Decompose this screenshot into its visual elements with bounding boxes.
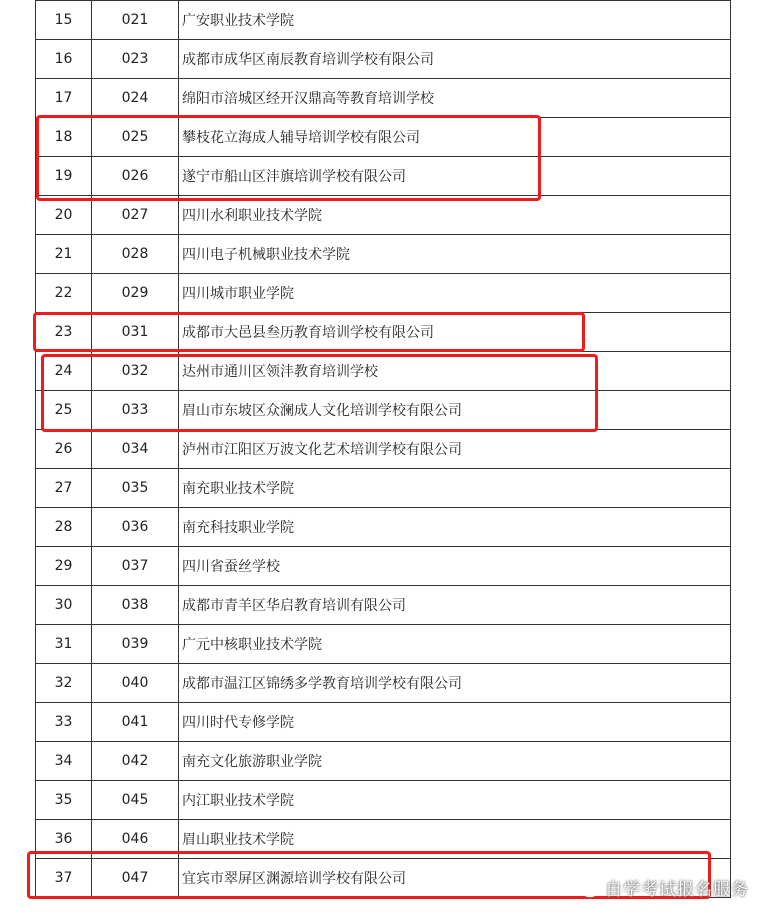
school-code-cell: 031 bbox=[92, 313, 179, 352]
school-code-cell: 027 bbox=[92, 196, 179, 235]
school-name-cell: 眉山市东坡区众澜成人文化培训学校有限公司 bbox=[179, 391, 731, 430]
row-number-cell: 16 bbox=[36, 40, 92, 79]
school-name-cell: 成都市温江区锦绣多学教育培训学校有限公司 bbox=[179, 664, 731, 703]
row-number-cell: 20 bbox=[36, 196, 92, 235]
table-row bbox=[36, 391, 731, 430]
school-name-cell: 达州市通川区领沣教育培训学校 bbox=[179, 352, 731, 391]
watermark bbox=[573, 875, 749, 900]
school-code-cell: 023 bbox=[92, 40, 179, 79]
row-number-cell: 34 bbox=[36, 742, 92, 781]
row-number-cell: 17 bbox=[36, 79, 92, 118]
school-name-cell: 内江职业技术学院 bbox=[179, 781, 731, 820]
row-number-cell: 26 bbox=[36, 430, 92, 469]
table-row bbox=[36, 274, 731, 313]
table-row bbox=[36, 820, 731, 859]
school-name-cell: 成都市成华区南辰教育培训学校有限公司 bbox=[179, 40, 731, 79]
row-number-cell: 15 bbox=[36, 1, 92, 40]
school-name-cell: 南充文化旅游职业学院 bbox=[179, 742, 731, 781]
school-table-wrap bbox=[35, 0, 731, 898]
school-name-cell: 成都市大邑县叁历教育培训学校有限公司 bbox=[179, 313, 731, 352]
school-name-cell: 南充科技职业学院 bbox=[179, 508, 731, 547]
school-name-cell: 攀枝花立海成人辅导培训学校有限公司 bbox=[179, 118, 731, 157]
school-table-body bbox=[36, 1, 731, 898]
table-row bbox=[36, 118, 731, 157]
school-code-cell: 035 bbox=[92, 469, 179, 508]
table-row bbox=[36, 157, 731, 196]
table-row bbox=[36, 703, 731, 742]
school-name-cell: 四川省蚕丝学校 bbox=[179, 547, 731, 586]
table-row bbox=[36, 625, 731, 664]
school-code-cell: 024 bbox=[92, 79, 179, 118]
table-row bbox=[36, 313, 731, 352]
table-row bbox=[36, 547, 731, 586]
school-code-cell: 038 bbox=[92, 586, 179, 625]
school-code-cell: 040 bbox=[92, 664, 179, 703]
wechat-icon bbox=[573, 878, 599, 898]
school-name-cell: 遂宁市船山区沣旗培训学校有限公司 bbox=[179, 157, 731, 196]
school-name-cell: 绵阳市涪城区经开汉鼎高等教育培训学校 bbox=[179, 79, 731, 118]
school-code-cell: 033 bbox=[92, 391, 179, 430]
row-number-cell: 31 bbox=[36, 625, 92, 664]
table-row bbox=[36, 742, 731, 781]
school-name-cell: 成都市青羊区华启教育培训有限公司 bbox=[179, 586, 731, 625]
row-number-cell: 28 bbox=[36, 508, 92, 547]
table-row bbox=[36, 235, 731, 274]
table-row bbox=[36, 430, 731, 469]
table-row bbox=[36, 508, 731, 547]
row-number-cell: 32 bbox=[36, 664, 92, 703]
row-number-cell: 22 bbox=[36, 274, 92, 313]
school-code-cell: 047 bbox=[92, 859, 179, 898]
school-code-cell: 039 bbox=[92, 625, 179, 664]
school-name-cell: 泸州市江阳区万波文化艺术培训学校有限公司 bbox=[179, 430, 731, 469]
school-code-cell: 026 bbox=[92, 157, 179, 196]
school-code-cell: 025 bbox=[92, 118, 179, 157]
table-row bbox=[36, 79, 731, 118]
table-row bbox=[36, 40, 731, 79]
school-name-cell: 四川电子机械职业技术学院 bbox=[179, 235, 731, 274]
table-row bbox=[36, 352, 731, 391]
school-name-cell: 四川水利职业技术学院 bbox=[179, 196, 731, 235]
watermark-text: 自学考试报名服务 bbox=[605, 880, 749, 900]
row-number-cell: 21 bbox=[36, 235, 92, 274]
table-row bbox=[36, 586, 731, 625]
school-name-cell: 四川时代专修学院 bbox=[179, 703, 731, 742]
school-code-cell: 021 bbox=[92, 1, 179, 40]
row-number-cell: 37 bbox=[36, 859, 92, 898]
school-table bbox=[35, 0, 731, 898]
school-name-cell: 广安职业技术学院 bbox=[179, 1, 731, 40]
row-number-cell: 33 bbox=[36, 703, 92, 742]
table-row bbox=[36, 469, 731, 508]
row-number-cell: 19 bbox=[36, 157, 92, 196]
row-number-cell: 35 bbox=[36, 781, 92, 820]
school-code-cell: 036 bbox=[92, 508, 179, 547]
row-number-cell: 27 bbox=[36, 469, 92, 508]
school-code-cell: 046 bbox=[92, 820, 179, 859]
row-number-cell: 24 bbox=[36, 352, 92, 391]
table-row bbox=[36, 781, 731, 820]
school-name-cell: 四川城市职业学院 bbox=[179, 274, 731, 313]
row-number-cell: 36 bbox=[36, 820, 92, 859]
table-row bbox=[36, 1, 731, 40]
school-name-cell: 宜宾市翠屏区渊源培训学校有限公司 bbox=[179, 859, 731, 898]
school-code-cell: 028 bbox=[92, 235, 179, 274]
school-code-cell: 041 bbox=[92, 703, 179, 742]
school-code-cell: 037 bbox=[92, 547, 179, 586]
school-code-cell: 032 bbox=[92, 352, 179, 391]
school-code-cell: 045 bbox=[92, 781, 179, 820]
table-row bbox=[36, 664, 731, 703]
school-name-cell: 眉山职业技术学院 bbox=[179, 820, 731, 859]
row-number-cell: 29 bbox=[36, 547, 92, 586]
row-number-cell: 18 bbox=[36, 118, 92, 157]
row-number-cell: 30 bbox=[36, 586, 92, 625]
school-name-cell: 南充职业技术学院 bbox=[179, 469, 731, 508]
school-name-cell: 广元中核职业技术学院 bbox=[179, 625, 731, 664]
school-code-cell: 029 bbox=[92, 274, 179, 313]
school-code-cell: 042 bbox=[92, 742, 179, 781]
table-row bbox=[36, 196, 731, 235]
row-number-cell: 23 bbox=[36, 313, 92, 352]
row-number-cell: 25 bbox=[36, 391, 92, 430]
school-code-cell: 034 bbox=[92, 430, 179, 469]
